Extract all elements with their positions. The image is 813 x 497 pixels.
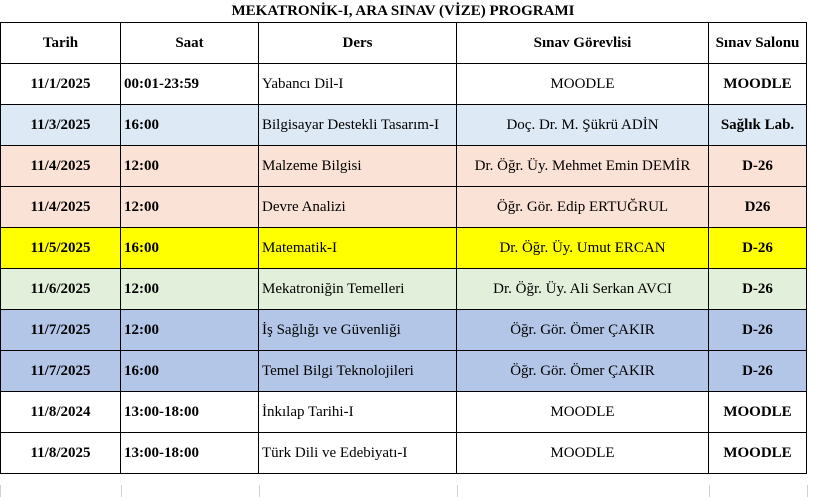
- header-room: Sınav Salonu: [709, 23, 807, 64]
- cell-course: Mekatroniğin Temelleri: [259, 269, 457, 310]
- cell-date: 11/7/2025: [1, 351, 121, 392]
- table-row: [1, 310, 807, 351]
- cell-room: MOODLE: [709, 392, 807, 433]
- cell-proctor: Öğr. Gör. Ömer ÇAKIR: [457, 310, 709, 351]
- cell-date: 11/1/2025: [1, 64, 121, 105]
- cell-time: 12:00: [121, 310, 259, 351]
- schedule-title: MEKATRONİK-I, ARA SINAV (VİZE) PROGRAMI: [231, 3, 575, 19]
- cell-date: 11/5/2025: [1, 228, 121, 269]
- cell-date: 11/7/2025: [1, 310, 121, 351]
- cell-room: D26: [709, 187, 807, 228]
- cell-room: MOODLE: [709, 64, 807, 105]
- cell-proctor: Dr. Öğr. Üy. Umut ERCAN: [457, 228, 709, 269]
- cell-proctor: Öğr. Gör. Edip ERTUĞRUL: [457, 187, 709, 228]
- cell-room: MOODLE: [709, 433, 807, 474]
- cell-room: Sağlık Lab.: [709, 105, 807, 146]
- spreadsheet-gridline-remainder: [0, 485, 807, 497]
- table-row: [1, 64, 807, 105]
- cell-time: 00:01-23:59: [121, 64, 259, 105]
- cell-course: Türk Dili ve Edebiyatı-I: [259, 433, 457, 474]
- cell-course: İş Sağlığı ve Güvenliği: [259, 310, 457, 351]
- header-date: Tarih: [1, 23, 121, 64]
- table-row: [1, 105, 807, 146]
- cell-time: 12:00: [121, 269, 259, 310]
- cell-proctor: Dr. Öğr. Üy. Mehmet Emin DEMİR: [457, 146, 709, 187]
- cell-proctor: MOODLE: [457, 392, 709, 433]
- cell-course: Devre Analizi: [259, 187, 457, 228]
- table-row: [1, 392, 807, 433]
- cell-room: D-26: [709, 228, 807, 269]
- cell-date: 11/6/2025: [1, 269, 121, 310]
- cell-proctor: Öğr. Gör. Ömer ÇAKIR: [457, 351, 709, 392]
- cell-course: Matematik-I: [259, 228, 457, 269]
- cell-time: 16:00: [121, 351, 259, 392]
- cell-time: 12:00: [121, 146, 259, 187]
- header-proctor: Sınav Görevlisi: [457, 23, 709, 64]
- cell-date: 11/8/2024: [1, 392, 121, 433]
- cell-time: 16:00: [121, 105, 259, 146]
- cell-date: 11/4/2025: [1, 187, 121, 228]
- cell-date: 11/8/2025: [1, 433, 121, 474]
- table-header-row: [1, 23, 807, 64]
- table-row: [1, 351, 807, 392]
- cell-time: 16:00: [121, 228, 259, 269]
- cell-course: Bilgisayar Destekli Tasarım-I: [259, 105, 457, 146]
- cell-time: 13:00-18:00: [121, 433, 259, 474]
- cell-time: 13:00-18:00: [121, 392, 259, 433]
- exam-schedule-table: [0, 22, 807, 474]
- table-row: [1, 187, 807, 228]
- cell-course: Temel Bilgi Teknolojileri: [259, 351, 457, 392]
- table-row: [1, 269, 807, 310]
- table-row: [1, 146, 807, 187]
- header-course: Ders: [259, 23, 457, 64]
- cell-time: 12:00: [121, 187, 259, 228]
- cell-proctor: Doç. Dr. M. Şükrü ADİN: [457, 105, 709, 146]
- table-row: [1, 433, 807, 474]
- schedule-table-body: [1, 23, 807, 474]
- cell-room: D-26: [709, 146, 807, 187]
- cell-proctor: MOODLE: [457, 433, 709, 474]
- cell-room: D-26: [709, 310, 807, 351]
- cell-date: 11/4/2025: [1, 146, 121, 187]
- header-time: Saat: [121, 23, 259, 64]
- cell-date: 11/3/2025: [1, 105, 121, 146]
- cell-proctor: MOODLE: [457, 64, 709, 105]
- cell-course: Malzeme Bilgisi: [259, 146, 457, 187]
- table-row: [1, 228, 807, 269]
- cell-proctor: Dr. Öğr. Üy. Ali Serkan AVCI: [457, 269, 709, 310]
- cell-room: D-26: [709, 269, 807, 310]
- cell-room: D-26: [709, 351, 807, 392]
- cell-course: Yabancı Dil-I: [259, 64, 457, 105]
- cell-course: İnkılap Tarihi-I: [259, 392, 457, 433]
